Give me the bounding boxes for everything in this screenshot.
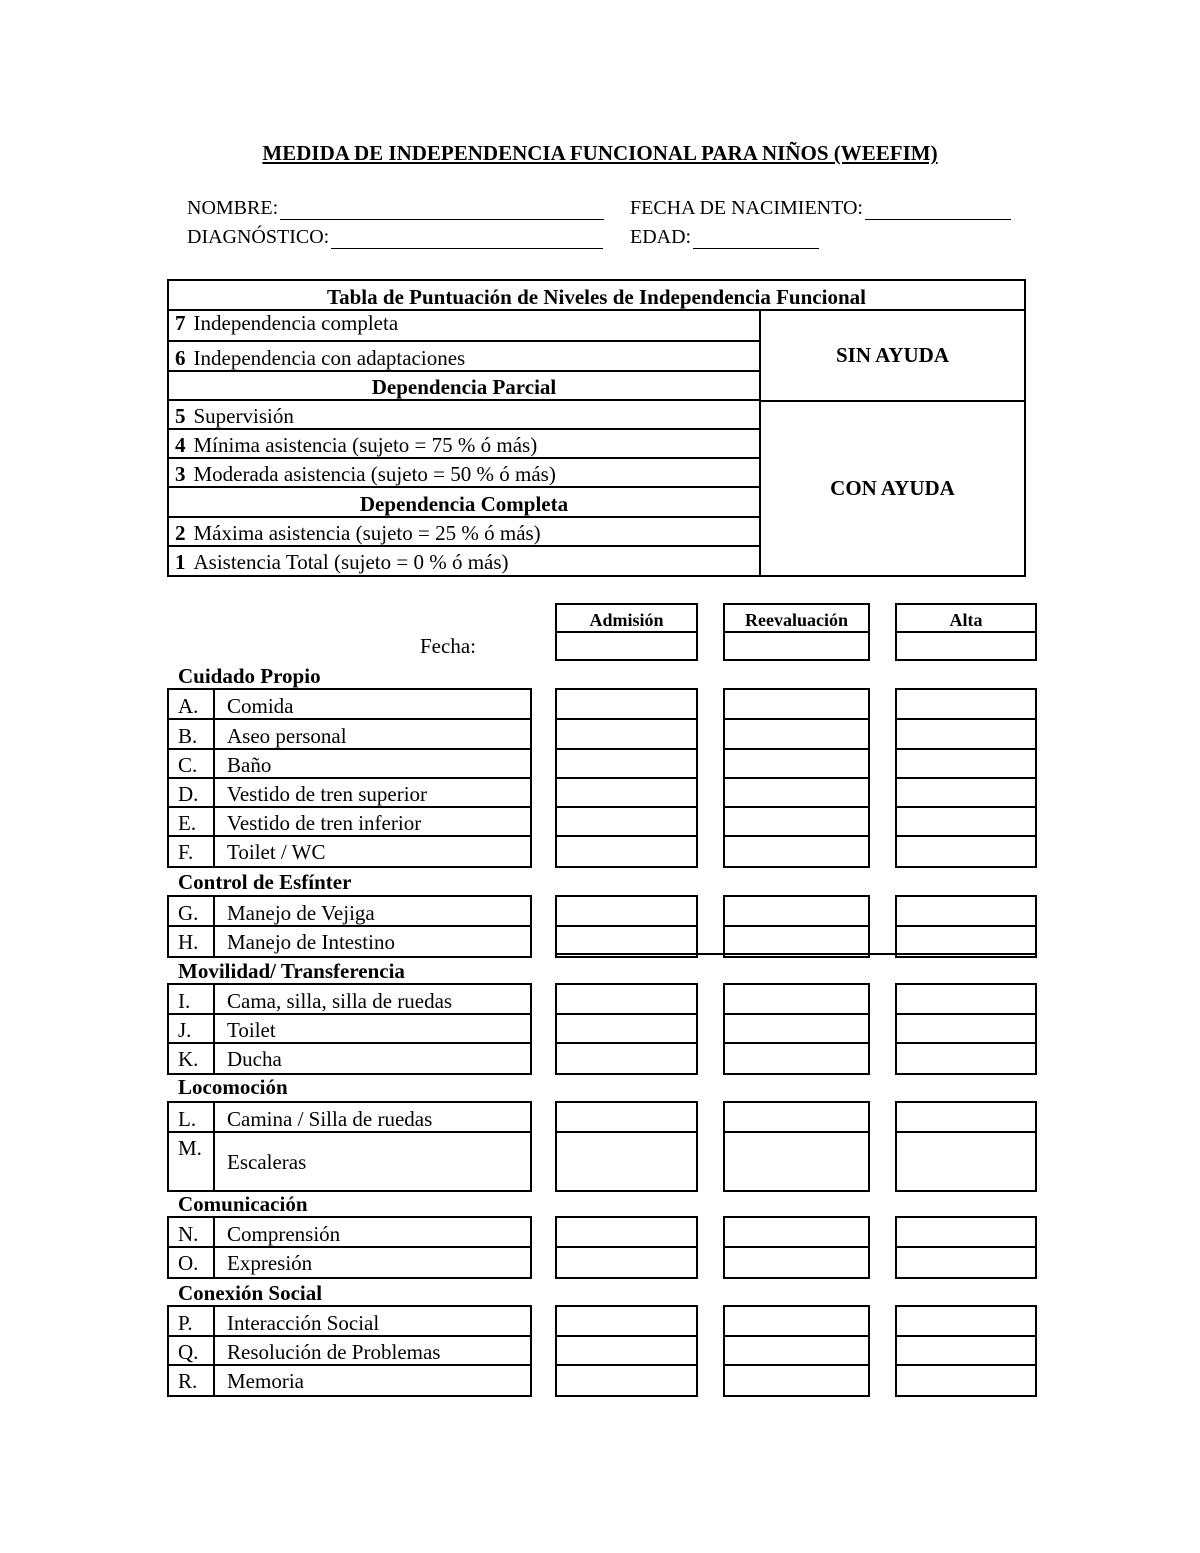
item-label: Comprensión	[227, 1222, 341, 1246]
table-row	[169, 1044, 530, 1073]
section-dependencia-completa: Dependencia Completa	[169, 488, 759, 518]
score-cell[interactable]	[897, 837, 1035, 866]
item-label: Toilet / WC	[227, 840, 326, 864]
item-label: Vestido de tren superior	[227, 782, 428, 806]
score-cell[interactable]	[557, 1015, 696, 1044]
table-row	[169, 985, 530, 1015]
score-row-3: 3 Moderada asistencia (sujeto = 50 % ó más)	[169, 459, 759, 488]
score-cell[interactable]	[557, 1248, 696, 1277]
score-cell[interactable]	[725, 1218, 868, 1248]
divider	[555, 953, 1037, 955]
score-cell[interactable]	[557, 1218, 696, 1248]
item-label: Ducha	[227, 1047, 282, 1071]
table-row	[169, 690, 530, 720]
item-label: Resolución de Problemas	[227, 1340, 441, 1364]
score-column-alta	[895, 983, 1037, 1075]
section-dependencia-parcial: Dependencia Parcial	[169, 372, 759, 401]
item-table-control-de-esfinter	[167, 895, 532, 958]
score-row-1: 1 Asistencia Total (sujeto = 0 % ó más)	[175, 550, 509, 574]
table-row	[169, 720, 530, 750]
edad-line[interactable]	[693, 228, 819, 249]
score-cell[interactable]	[557, 837, 696, 866]
score-cell[interactable]	[557, 1337, 696, 1366]
edad-label: EDAD:	[630, 226, 692, 248]
item-label: Interacción Social	[227, 1311, 380, 1335]
score-cell[interactable]	[725, 985, 868, 1015]
score-column-reevaluacion	[723, 983, 870, 1075]
score-row-7: 7 Independencia completa	[169, 311, 759, 342]
table-row	[169, 837, 530, 866]
item-label: Expresión	[227, 1251, 313, 1275]
score-cell[interactable]	[897, 1248, 1035, 1277]
item-label: Manejo de Vejiga	[227, 901, 375, 925]
score-cell[interactable]	[897, 1307, 1035, 1337]
item-label: Vestido de tren inferior	[227, 811, 422, 835]
score-column-admision	[555, 1305, 698, 1397]
score-cell[interactable]	[557, 927, 696, 956]
nombre-field[interactable]	[187, 197, 604, 220]
diagnostico-field[interactable]	[187, 226, 603, 249]
score-table-header: Tabla de Puntuación de Niveles de Independencia Funcional	[169, 281, 1024, 311]
item-letter: P.	[169, 1307, 215, 1335]
score-cell[interactable]	[725, 1337, 868, 1366]
score-cell[interactable]	[557, 985, 696, 1015]
fecha-label: Fecha:	[420, 634, 476, 658]
item-table-cuidado-propio	[167, 688, 532, 868]
score-cell[interactable]	[897, 897, 1035, 927]
score-cell[interactable]	[897, 750, 1035, 779]
item-table-conexion-social	[167, 1305, 532, 1397]
score-cell[interactable]	[557, 897, 696, 927]
item-letter: A.	[169, 690, 215, 718]
fecha-nacimiento-label: FECHA DE NACIMIENTO:	[630, 197, 863, 219]
table-row	[169, 1248, 530, 1277]
score-cell[interactable]	[557, 690, 696, 720]
category-conexion-social: Conexión Social	[178, 1281, 323, 1305]
score-cell[interactable]	[725, 1248, 868, 1277]
item-letter: L.	[169, 1103, 215, 1131]
item-letter: B.	[169, 720, 215, 748]
score-cell[interactable]	[725, 1366, 868, 1395]
column-reevaluacion	[723, 603, 870, 661]
score-row-5: 5 Supervisión	[169, 401, 759, 430]
score-cell[interactable]	[897, 1015, 1035, 1044]
item-letter: I.	[169, 985, 215, 1013]
item-letter: M.	[169, 1133, 215, 1190]
nombre-label: NOMBRE:	[187, 197, 279, 219]
score-cell[interactable]	[725, 808, 868, 837]
item-letter: O.	[169, 1248, 215, 1277]
score-column-admision	[555, 1216, 698, 1279]
score-table	[167, 279, 1026, 577]
item-letter: D.	[169, 779, 215, 806]
score-cell[interactable]	[897, 1218, 1035, 1248]
table-row	[169, 927, 530, 956]
score-cell[interactable]	[897, 1337, 1035, 1366]
item-label: Memoria	[227, 1369, 304, 1393]
item-letter: Q.	[169, 1337, 215, 1364]
score-row-6: 6 Independencia con adaptaciones	[169, 342, 759, 372]
table-row	[169, 1307, 530, 1337]
table-row	[169, 1015, 530, 1044]
item-letter: J.	[169, 1015, 215, 1042]
score-cell[interactable]	[557, 1044, 696, 1073]
score-column-reevaluacion	[723, 895, 870, 958]
score-column-alta	[895, 1216, 1037, 1279]
column-admision-label: Admisión	[557, 605, 696, 633]
sin-ayuda-cell: SIN AYUDA	[759, 311, 1024, 402]
diagnostico-line[interactable]	[331, 228, 603, 249]
score-cell[interactable]	[725, 720, 868, 750]
table-row	[169, 808, 530, 837]
score-cell[interactable]	[557, 779, 696, 808]
score-column-alta	[895, 1305, 1037, 1397]
score-cell[interactable]	[897, 1133, 1035, 1190]
item-label: Comida	[227, 694, 294, 718]
edad-field[interactable]	[630, 226, 819, 249]
table-row	[169, 897, 530, 927]
score-cell[interactable]	[725, 897, 868, 927]
score-cell[interactable]	[897, 1366, 1035, 1395]
item-letter: F.	[169, 837, 215, 866]
item-label: Cama, silla, silla de ruedas	[227, 989, 453, 1013]
item-label: Manejo de Intestino	[227, 930, 395, 954]
item-letter: C.	[169, 750, 215, 777]
diagnostico-label: DIAGNÓSTICO:	[187, 226, 330, 248]
table-row	[169, 1103, 530, 1133]
category-comunicacion: Comunicación	[178, 1192, 308, 1216]
score-cell[interactable]	[897, 1044, 1035, 1073]
score-cell[interactable]	[557, 720, 696, 750]
fecha-nacimiento-field[interactable]	[630, 197, 1011, 220]
table-row	[169, 1337, 530, 1366]
score-column-reevaluacion	[723, 1101, 870, 1192]
item-letter: H.	[169, 927, 215, 956]
score-cell[interactable]	[725, 1133, 868, 1190]
table-row	[169, 779, 530, 808]
column-reevaluacion-label: Reevaluación	[725, 605, 868, 633]
score-cell[interactable]	[897, 690, 1035, 720]
score-column-admision	[555, 688, 698, 868]
category-locomocion: Locomoción	[178, 1075, 288, 1099]
table-row	[169, 1366, 530, 1395]
item-label: Aseo personal	[227, 724, 347, 748]
score-cell[interactable]	[725, 1044, 868, 1073]
score-column-reevaluacion	[723, 688, 870, 868]
item-letter: R.	[169, 1366, 215, 1395]
score-cell[interactable]	[725, 837, 868, 866]
score-column-reevaluacion	[723, 1305, 870, 1397]
score-row-4: 4 Mínima asistencia (sujeto = 75 % ó más)	[169, 430, 759, 459]
score-column-admision	[555, 1101, 698, 1192]
score-column-alta	[895, 895, 1037, 958]
score-cell[interactable]	[897, 808, 1035, 837]
score-cell[interactable]	[557, 1307, 696, 1337]
item-letter: G.	[169, 897, 215, 925]
item-table-movilidad-transferencia	[167, 983, 532, 1075]
score-column-reevaluacion	[723, 1216, 870, 1279]
score-cell[interactable]	[897, 1103, 1035, 1133]
table-row	[169, 1133, 530, 1190]
page-title: MEDIDA DE INDEPENDENCIA FUNCIONAL PARA NIÑOS (WEEFIM)	[262, 141, 938, 165]
fecha-nacimiento-line[interactable]	[865, 199, 1011, 220]
score-column-admision	[555, 983, 698, 1075]
item-label: Toilet	[227, 1018, 276, 1042]
item-letter: N.	[169, 1218, 215, 1246]
item-table-comunicacion	[167, 1216, 532, 1279]
item-letter: K.	[169, 1044, 215, 1073]
score-cell[interactable]	[897, 985, 1035, 1015]
score-cell[interactable]	[725, 927, 868, 956]
category-movilidad-transferencia: Movilidad/ Transferencia	[178, 959, 405, 983]
score-column-alta	[895, 688, 1037, 868]
nombre-line[interactable]	[280, 199, 604, 220]
score-cell[interactable]	[897, 927, 1035, 956]
column-alta	[895, 603, 1037, 661]
item-label: Camina / Silla de ruedas	[227, 1107, 433, 1131]
score-cell[interactable]	[557, 1133, 696, 1190]
score-column-alta	[895, 1101, 1037, 1192]
score-cell[interactable]	[557, 1366, 696, 1395]
score-cell[interactable]	[725, 690, 868, 720]
score-cell[interactable]	[725, 779, 868, 808]
score-cell[interactable]	[557, 1103, 696, 1133]
item-table-locomocion	[167, 1101, 532, 1192]
column-admision	[555, 603, 698, 661]
score-cell[interactable]	[725, 1015, 868, 1044]
table-row	[169, 1218, 530, 1248]
score-cell[interactable]	[557, 808, 696, 837]
item-label: Escaleras	[227, 1150, 307, 1174]
table-row	[169, 750, 530, 779]
con-ayuda-cell: CON AYUDA	[759, 402, 1024, 575]
score-cell[interactable]	[725, 1307, 868, 1337]
score-cell[interactable]	[557, 750, 696, 779]
item-label: Baño	[227, 753, 272, 777]
score-row-2: 2 Máxima asistencia (sujeto = 25 % ó más)	[169, 518, 759, 547]
score-cell[interactable]	[897, 779, 1035, 808]
item-letter: E.	[169, 808, 215, 835]
score-cell[interactable]	[725, 1103, 868, 1133]
category-cuidado-propio: Cuidado Propio	[178, 664, 321, 688]
score-cell[interactable]	[897, 720, 1035, 750]
category-control-de-esfinter: Control de Esfínter	[178, 870, 352, 894]
score-column-admision	[555, 895, 698, 958]
score-cell[interactable]	[725, 750, 868, 779]
column-alta-label: Alta	[897, 605, 1035, 633]
